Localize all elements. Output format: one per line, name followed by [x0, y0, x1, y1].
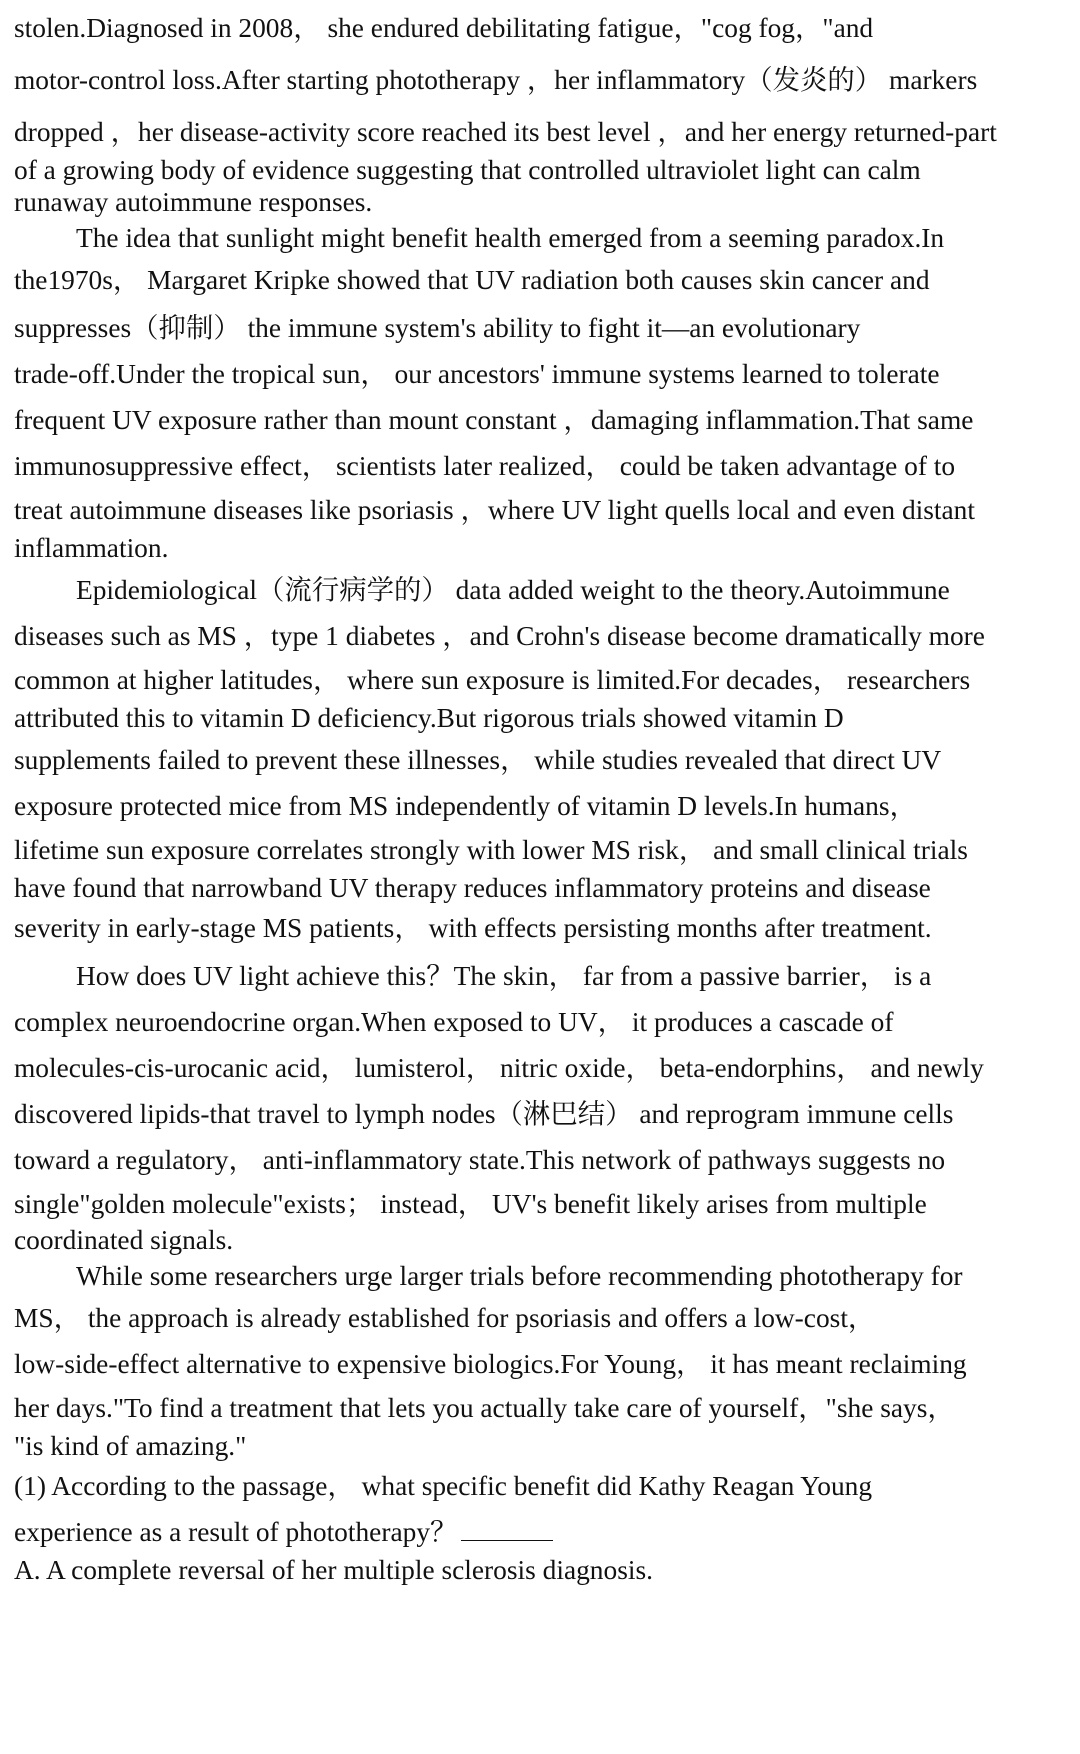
text-line: frequent UV exposure rather than mount constant ，damaging inflammation.That same [14, 405, 974, 435]
text-line: The idea that sunlight might benefit health emerged from a seeming paradox.In [76, 223, 945, 253]
text-line: stolen.Diagnosed in 2008， she endured debilitating fatigue，"cog fog，"and [14, 13, 874, 43]
text-line: of a growing body of evidence suggesting that controlled ultraviolet light can calm [14, 155, 921, 185]
text-line: low-side-effect alternative to expensive biologics.For Young， it has meant reclaiming [14, 1349, 967, 1379]
text-line: dropped ，her disease-activity score reached its best level ，and her energy returned-part [14, 117, 997, 147]
text-line: common at higher latitudes， where sun exposure is limited.For decades， researchers [14, 665, 971, 695]
question-stem-text: experience as a result of phototherapy？ [14, 1517, 458, 1547]
text-line: runaway autoimmune responses. [14, 187, 373, 217]
text-line: motor-control loss.After starting phototherapy ，her inflammatory（发炎的） markers [14, 65, 978, 95]
question-stem: (1) According to the passage， what specific benefit did Kathy Reagan Young [14, 1471, 873, 1501]
text-line: immunosuppressive effect， scientists later realized， could be taken advantage of to [14, 451, 956, 481]
text-line: attributed this to vitamin D deficiency.But rigorous trials showed vitamin D [14, 703, 844, 733]
text-line: discovered lipids-that travel to lymph nodes（淋巴结） and reprogram immune cells [14, 1099, 954, 1129]
paragraph-5 [14, 1258, 1066, 1466]
text-line: molecules-cis-urocanic acid， lumisterol， nitric oxide， beta-endorphins， and newly [14, 1053, 984, 1083]
text-line: the1970s， Margaret Kripke showed that UV radiation both causes skin cancer and [14, 265, 930, 295]
text-line: treat autoimmune diseases like psoriasis ，where UV light quells local and even distant [14, 495, 975, 525]
text-line: suppresses（抑制） the immune system's ability to fight it—an evolutionary [14, 313, 861, 343]
text-line: have found that narrowband UV therapy reduces inflammatory proteins and disease [14, 873, 931, 903]
paragraph-4 [14, 954, 1066, 1258]
option-a: A. A complete reversal of her multiple sclerosis diagnosis. [14, 1555, 653, 1585]
text-line: diseases such as MS ，type 1 diabetes ，and Crohn's disease become dramatically more [14, 621, 985, 651]
text-line: her days."To find a treatment that lets you actually take care of yourself，"she says， [14, 1393, 955, 1423]
answer-blank[interactable] [461, 1518, 553, 1541]
text-line: lifetime sun exposure correlates strongly with lower MS risk， and small clinical trials [14, 835, 968, 865]
text-line: "is kind of amazing." [14, 1431, 247, 1461]
text-line: coordinated signals. [14, 1225, 234, 1255]
text-line: MS， the approach is already established for psoriasis and offers a low-cost， [14, 1303, 876, 1333]
paragraph-1 [14, 6, 1066, 220]
text-line: Epidemiological（流行病学的） data added weight to the theory.Autoimmune [76, 575, 950, 605]
text-line: inflammation. [14, 533, 169, 563]
text-line: toward a regulatory， anti-inflammatory state.This network of pathways suggests no [14, 1145, 946, 1175]
text-line: While some researchers urge larger trials before recommending phototherapy for [76, 1261, 963, 1291]
question-1 [14, 1466, 1066, 1588]
text-line: exposure protected mice from MS independently of vitamin D levels.In humans， [14, 791, 917, 821]
paragraph-3 [14, 568, 1066, 954]
text-line: trade-off.Under the tropical sun， our ancestors' immune systems learned to tolerate [14, 359, 940, 389]
text-line: single"golden molecule"exists； instead， UV's benefit likely arises from multiple [14, 1189, 927, 1219]
text-line: supplements failed to prevent these illnesses， while studies revealed that direct UV [14, 745, 942, 775]
text-line: severity in early-stage MS patients， with effects persisting months after treatment. [14, 913, 932, 943]
paragraph-2 [14, 220, 1066, 568]
text-line: How does UV light achieve this？The skin， far from a passive barrier， is a [76, 961, 932, 991]
document-page [14, 6, 1066, 1588]
question-stem-line [14, 1512, 1066, 1552]
text-line: complex neuroendocrine organ.When exposed to UV， it produces a cascade of [14, 1007, 894, 1037]
